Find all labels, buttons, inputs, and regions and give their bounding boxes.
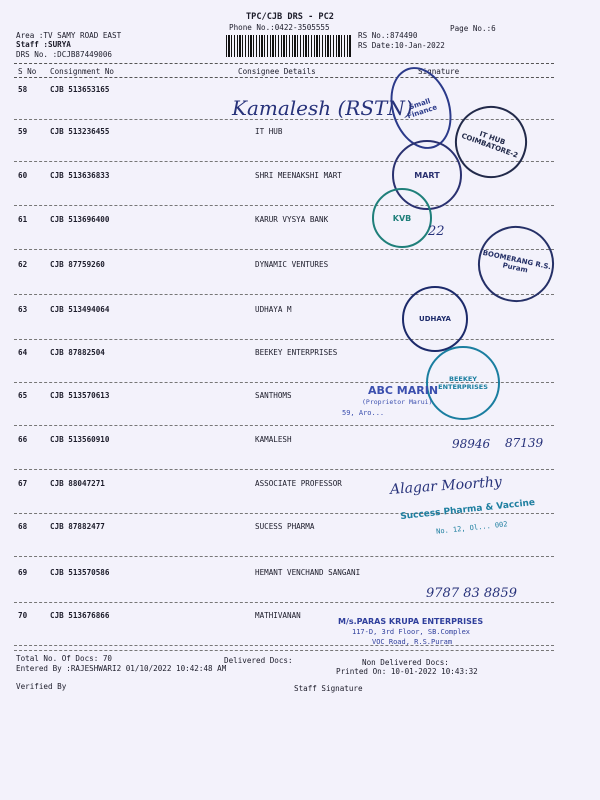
paras-stamp-title: M/s.PARAS KRUPA ENTERPRISES [338, 617, 484, 626]
row-sno: 67 [18, 479, 28, 488]
verified-by: Verified By [16, 682, 67, 691]
success-pharma-stamp: Success Pharma & Vaccine [399, 497, 536, 523]
row-divider [14, 205, 554, 206]
row-consignment-no: CJB 513676866 [50, 611, 110, 620]
handwritten-signature-58: Kamalesh (RSTN) [232, 96, 413, 120]
row-consignment-no: CJB 513560910 [50, 435, 110, 444]
rs-number: RS No.:874490 [358, 31, 418, 40]
row-consignment-no: CJB 88047271 [50, 479, 105, 488]
row-consignment-no: CJB 87882477 [50, 522, 105, 531]
row-sno: 64 [18, 348, 28, 357]
beekey-stamp: BEEKEY ENTERPRISES [426, 346, 500, 420]
col-header-sno: S No [18, 67, 37, 76]
drs-number: DRS No. :DCJB87449006 [16, 50, 113, 59]
non-delivered-docs: Non Delivered Docs: [362, 658, 449, 667]
printed-on: Printed On: 10-01-2022 10:43:32 [336, 667, 478, 676]
row-divider [14, 294, 554, 295]
row-sno: 68 [18, 522, 28, 531]
row-consignee: BEEKEY ENTERPRISES [255, 348, 338, 357]
row-divider [14, 425, 554, 426]
area-label: Area :TV SAMY ROAD EAST [16, 31, 122, 40]
abc-stamp-sub: (Proprietor Marui) [362, 398, 433, 406]
row-sno: 58 [18, 85, 28, 94]
delivered-docs: Delivered Docs: [224, 656, 293, 665]
row-consignment-no: CJB 513494064 [50, 305, 110, 314]
entered-by: Entered By :RAJESHWARI2 01/10/2022 10:42:48 AM [16, 664, 227, 673]
row-consignment-no: CJB 513696400 [50, 215, 110, 224]
row-divider [14, 469, 554, 470]
row-consignee: KAMALESH [255, 435, 292, 444]
udhaya-stamp: UDHAYA [402, 286, 468, 352]
paras-stamp-addr1: 117-D, 3rd Floor, SB.Complex [352, 628, 471, 636]
row-sno: 65 [18, 391, 28, 400]
paras-stamp-addr2: VOC Road, R.S.Puram [372, 638, 453, 646]
row-sno: 59 [18, 127, 28, 136]
handwritten-note-60: 22 [428, 224, 445, 239]
document-title: TPC/CJB DRS - PC2 [246, 12, 334, 22]
row-sno: 66 [18, 435, 28, 444]
small-finance-stamp: Small Finance [380, 59, 461, 157]
rs-date: RS Date:10-Jan-2022 [358, 41, 445, 50]
row-consignee: UDHAYA M [255, 305, 292, 314]
page-number: Page No.:6 [450, 24, 496, 33]
boomerang-stamp: BOOMERANG R.S. Puram [471, 219, 561, 309]
row-divider [14, 602, 554, 603]
staff-label: Staff :SURYA [16, 40, 71, 49]
row-consignment-no: CJB 513570613 [50, 391, 110, 400]
col-header-consignee: Consignee Details [238, 67, 316, 76]
row-divider [14, 249, 554, 250]
row-divider [14, 645, 554, 646]
row-consignment-no: CJB 513653165 [50, 85, 110, 94]
handwritten-number-69: 9787 83 8859 [426, 586, 517, 601]
phone-number: Phone No.:0422-3505555 [229, 23, 330, 32]
row-consignee: KARUR VYSYA BANK [255, 215, 329, 224]
row-sno: 69 [18, 568, 28, 577]
row-consignment-no: CJB 513570586 [50, 568, 110, 577]
barcode [226, 35, 352, 57]
row-consignment-no: CJB 513636833 [50, 171, 110, 180]
mart-stamp: MART [392, 140, 462, 210]
row-consignee: SUCESS PHARMA [255, 522, 315, 531]
row-consignment-no: CJB 87759260 [50, 260, 105, 269]
row-sno: 62 [18, 260, 28, 269]
handwritten-number-66b: 87139 [505, 436, 544, 450]
handwritten-signature-67: Alagar Moorthy [389, 474, 503, 498]
footer-divider [14, 650, 554, 651]
row-consignee: IT HUB [255, 127, 283, 136]
row-consignee: MATHIVANAN [255, 611, 301, 620]
row-consignment-no: CJB 513236455 [50, 127, 110, 136]
header-divider-top [14, 63, 554, 64]
success-pharma-addr: No. 12, Ol... 002 [435, 520, 508, 536]
handwritten-number-66a: 98946 [452, 437, 491, 451]
header-divider-bottom [14, 77, 554, 78]
row-divider [14, 556, 554, 557]
kvb-stamp: KVB [372, 188, 432, 248]
staff-signature-label: Staff Signature [294, 684, 363, 693]
abc-stamp-title: ABC MARIN [368, 384, 439, 397]
col-header-consignment: Consignment No [50, 67, 115, 76]
row-consignment-no: CJB 87882504 [50, 348, 105, 357]
row-divider [14, 339, 554, 340]
it-hub-stamp: IT HUB COIMBATORE-2 [445, 96, 537, 188]
row-sno: 63 [18, 305, 28, 314]
col-header-signature: Signature [418, 67, 460, 76]
row-sno: 70 [18, 611, 28, 620]
row-sno: 61 [18, 215, 28, 224]
row-consignee: SHRI MEENAKSHI MART [255, 171, 342, 180]
row-sno: 60 [18, 171, 28, 180]
abc-stamp-addr: 59, Aro... [342, 409, 385, 417]
row-consignee: ASSOCIATE PROFESSOR [255, 479, 342, 488]
row-consignee: SANTHOMS [255, 391, 292, 400]
total-docs: Total No. Of Docs: 70 [16, 654, 113, 663]
row-consignee: HEMANT VENCHAND SANGANI [255, 568, 361, 577]
row-consignee: DYNAMIC VENTURES [255, 260, 329, 269]
